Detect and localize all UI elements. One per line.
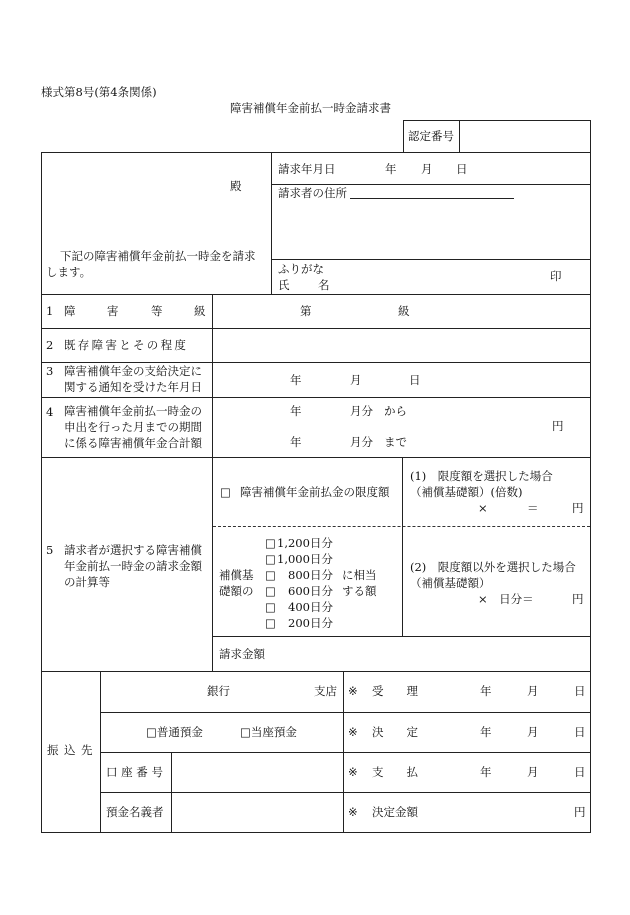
case1-title: (1) 限度額を選択した場合 bbox=[410, 469, 553, 483]
received-label: 受 理 bbox=[372, 684, 418, 698]
claim-date-year: 年 bbox=[385, 162, 397, 176]
transfer-label-char: 振 bbox=[47, 743, 59, 757]
claim-date-month: 月 bbox=[421, 162, 433, 176]
row2-label: 既存障害とその程度 bbox=[64, 338, 189, 352]
paid-day: 日 bbox=[574, 765, 586, 779]
bank-label: 銀行 bbox=[207, 684, 230, 698]
row1-dai: 第 bbox=[300, 304, 312, 318]
days-checkbox[interactable]: □ bbox=[265, 552, 276, 566]
days-checkbox[interactable]: □ bbox=[265, 616, 276, 630]
row4-from: から bbox=[384, 404, 407, 418]
transfer-label-char: 先 bbox=[81, 743, 93, 757]
transfer-label-char: 込 bbox=[64, 743, 76, 757]
decided-year: 年 bbox=[480, 725, 492, 739]
days-checkbox[interactable]: □ bbox=[265, 600, 276, 614]
equiv-line: する額 bbox=[342, 584, 377, 598]
row5-label-line: の計算等 bbox=[64, 575, 110, 589]
office-mark: ※ bbox=[348, 805, 358, 819]
row3-month: 月 bbox=[350, 373, 362, 387]
days-option-label: 1,200日分 bbox=[277, 536, 333, 550]
account-holder-label: 預金名義者 bbox=[106, 805, 164, 819]
row3-label-line: 関する通知を受けた年月日 bbox=[64, 380, 202, 394]
row3-label-line: 障害補償年金の支給決定に bbox=[64, 364, 202, 378]
received-day: 日 bbox=[574, 684, 586, 698]
office-mark: ※ bbox=[348, 684, 358, 698]
row1-label-char: 等 bbox=[151, 304, 163, 318]
base-label-line: 礎額の bbox=[219, 584, 254, 598]
case2-calc: × 日分＝ bbox=[478, 592, 534, 606]
row1-kyu: 級 bbox=[398, 304, 410, 318]
row1-label-char: 級 bbox=[194, 304, 206, 318]
received-year: 年 bbox=[480, 684, 492, 698]
row1-label-char: 害 bbox=[107, 304, 119, 318]
row4-yen: 円 bbox=[552, 419, 564, 433]
row1-label-char: 障 bbox=[64, 304, 76, 318]
paid-month: 月 bbox=[527, 765, 539, 779]
days-checkbox[interactable]: □ bbox=[265, 568, 276, 582]
decided-month: 月 bbox=[527, 725, 539, 739]
claim-amount-field[interactable] bbox=[280, 638, 590, 670]
cert-number-label: 認定番号 bbox=[408, 129, 454, 143]
form-number: 様式第8号(第4条関係) bbox=[41, 85, 157, 99]
days-checkbox[interactable]: □ bbox=[265, 584, 276, 598]
days-checkbox[interactable]: □ bbox=[265, 536, 276, 550]
address-label: 請求者の住所 bbox=[278, 186, 347, 200]
ordinary-deposit-checkbox[interactable]: □普通預金 bbox=[146, 725, 203, 739]
cert-number-field[interactable] bbox=[460, 121, 590, 152]
row5-number: 5 bbox=[46, 543, 54, 557]
decided-amount-label: 決定金額 bbox=[372, 805, 418, 819]
furigana-label: ふりがな bbox=[278, 262, 324, 276]
statement-line-2: します。 bbox=[46, 265, 92, 279]
row4-to-month: 月分 bbox=[350, 435, 373, 449]
days-option-label: 600日分 bbox=[288, 584, 333, 598]
statement-line-1: 下記の障害補償年金前払一時金を請求 bbox=[60, 249, 256, 263]
address-field[interactable] bbox=[350, 186, 514, 198]
row4-label-line: 障害補償年金前払一時金の bbox=[64, 404, 202, 418]
office-mark: ※ bbox=[348, 765, 358, 779]
name-label-2: 名 bbox=[318, 278, 330, 292]
account-number-field[interactable] bbox=[172, 753, 342, 791]
row3-year: 年 bbox=[290, 373, 302, 387]
claim-amount-label: 請求金額 bbox=[219, 647, 265, 661]
decided-day: 日 bbox=[574, 725, 586, 739]
row4-to-year: 年 bbox=[290, 435, 302, 449]
received-month: 月 bbox=[527, 684, 539, 698]
row4-number: 4 bbox=[46, 405, 54, 419]
decided-label: 決 定 bbox=[372, 725, 418, 739]
office-mark: ※ bbox=[348, 725, 358, 739]
claim-date-label: 請求年月日 bbox=[278, 162, 336, 176]
decided-amount-yen: 円 bbox=[574, 805, 586, 819]
days-option-label: 800日分 bbox=[288, 568, 333, 582]
row4-from-month: 月分 bbox=[350, 404, 373, 418]
days-option-label: 200日分 bbox=[288, 616, 333, 630]
account-holder-field[interactable] bbox=[172, 793, 342, 831]
case1-yen: 円 bbox=[572, 501, 584, 515]
claim-date-day: 日 bbox=[456, 162, 468, 176]
seal-mark: 印 bbox=[550, 269, 562, 283]
row5-label-line: 請求者が選択する障害補償 bbox=[64, 543, 202, 557]
row4-to: まで bbox=[384, 435, 407, 449]
paid-label: 支 払 bbox=[372, 765, 418, 779]
days-option-label: 400日分 bbox=[288, 600, 333, 614]
row3-number: 3 bbox=[46, 364, 54, 378]
equiv-line: に相当 bbox=[342, 568, 377, 582]
case2-title: (2) 限度額以外を選択した場合 bbox=[410, 560, 576, 574]
account-number-label: 口 座 番 号 bbox=[106, 765, 163, 779]
row4-label-line: 申出を行った月までの期間 bbox=[64, 420, 202, 434]
row4-from-year: 年 bbox=[290, 404, 302, 418]
days-option-label: 1,000日分 bbox=[277, 552, 333, 566]
case2-yen: 円 bbox=[572, 592, 584, 606]
row2-number: 2 bbox=[46, 338, 54, 352]
case1-calc-eq: ＝ bbox=[527, 501, 539, 515]
current-deposit-checkbox[interactable]: □当座預金 bbox=[240, 725, 297, 739]
row3-day: 日 bbox=[409, 373, 421, 387]
row4-label-line: に係る障害補償年金合計額 bbox=[64, 436, 202, 450]
row1-number: 1 bbox=[46, 304, 54, 318]
case1-calc-x: × bbox=[478, 501, 488, 515]
case2-subtitle: （補償基礎額） bbox=[410, 576, 491, 590]
form-title: 障害補償年金前払一時金請求書 bbox=[230, 101, 391, 115]
limit-option-label: 障害補償年金前払金の限度額 bbox=[240, 485, 390, 499]
branch-label: 支店 bbox=[314, 684, 337, 698]
base-label-line: 補償基 bbox=[219, 568, 254, 582]
limit-checkbox[interactable]: □ bbox=[220, 485, 231, 499]
paid-year: 年 bbox=[480, 765, 492, 779]
case1-subtitle: （補償基礎額）(倍数) bbox=[410, 485, 523, 499]
row5-label-line: 年金前払一時金の請求金額 bbox=[64, 559, 202, 573]
addressee-dono: 殿 bbox=[230, 179, 242, 193]
name-label: 氏 bbox=[278, 278, 290, 292]
